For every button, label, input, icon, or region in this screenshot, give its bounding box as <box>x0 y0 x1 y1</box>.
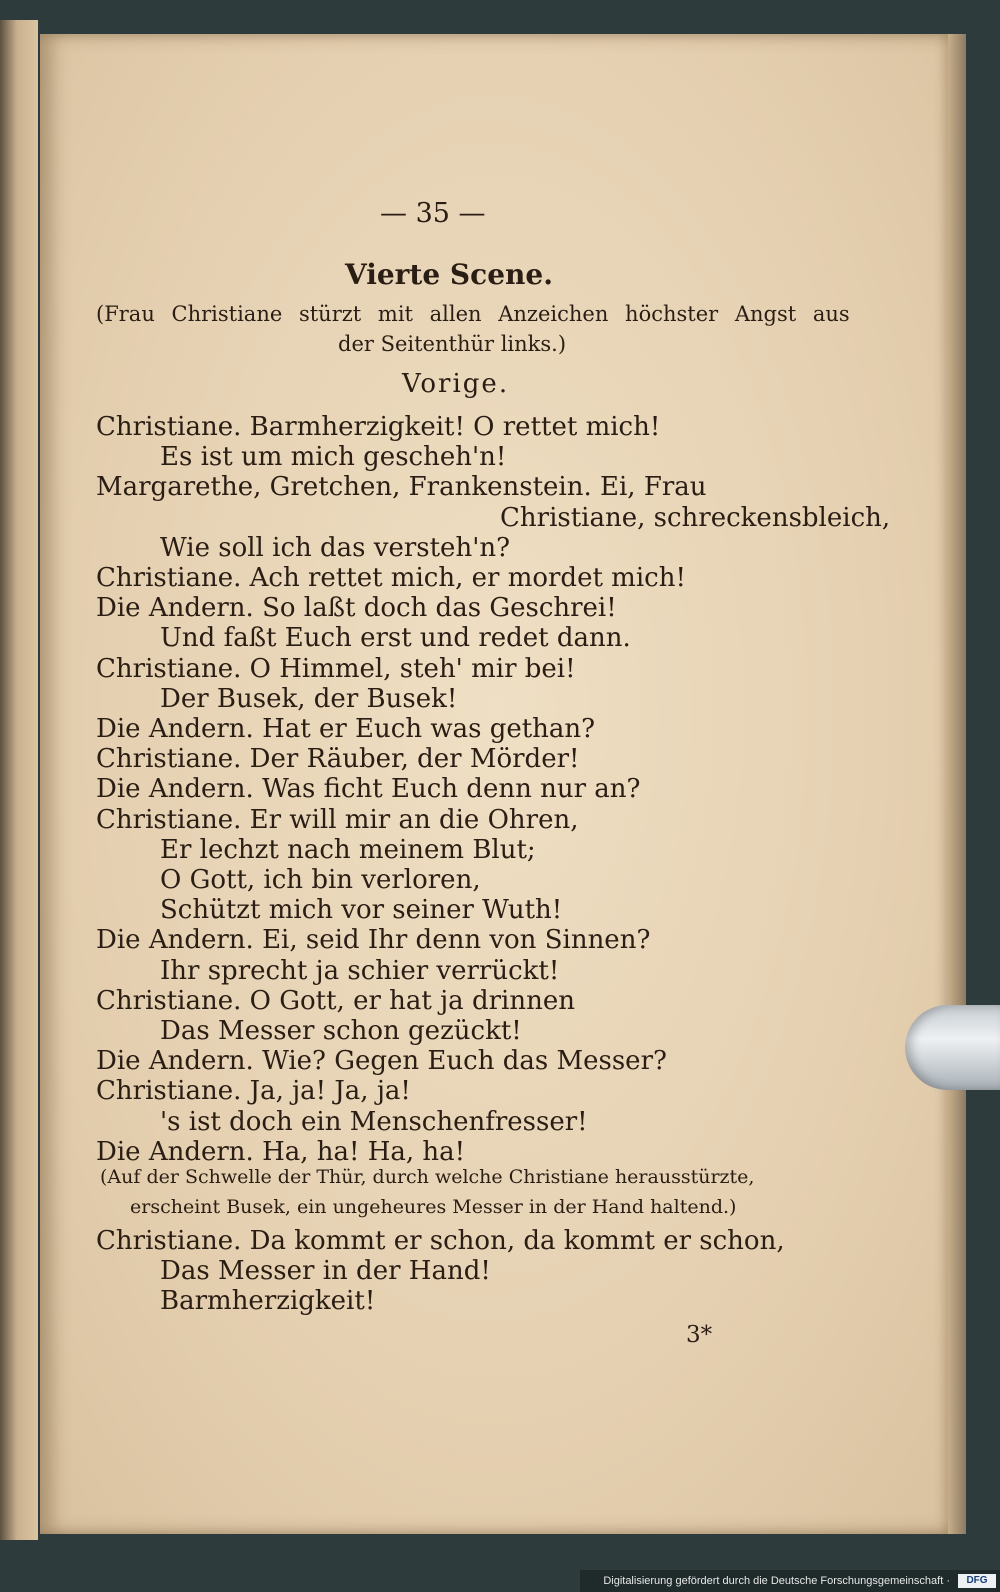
dialogue-line: Christiane. Der Räuber, der Mörder! <box>96 744 580 775</box>
dialogue-line: Christiane. Barmherzigkeit! O rettet mich! <box>96 412 661 442</box>
stage-direction-line: erscheint Busek, ein ungeheures Messer in der Hand haltend.) <box>130 1196 737 1218</box>
dialogue-line: Christiane. Ja, ja! Ja, ja! <box>96 1076 411 1107</box>
dialogue-line: Das Messer in der Hand! <box>160 1256 491 1287</box>
dialogue-line: Die Andern. Ha, ha! Ha, ha! <box>96 1136 466 1167</box>
stage-direction-line: (Auf der Schwelle der Thür, durch welche Christiane herausstürzte, <box>100 1166 755 1188</box>
dialogue-line: Barmherzigkeit! <box>160 1286 376 1317</box>
signature-mark: 3* <box>686 1322 713 1348</box>
dialogue-line: Die Andern. Ei, seid Ihr denn von Sinnen? <box>96 925 651 956</box>
page-number: — 35 — <box>380 198 486 229</box>
dialogue-line: Und faßt Euch erst und redet dann. <box>160 623 631 654</box>
dialogue-line: Christiane. Da kommt er schon, da kommt er schon, <box>96 1226 785 1256</box>
dialogue-line: 's ist doch ein Menschenfresser! <box>160 1106 588 1137</box>
left-page-edge <box>0 20 38 1540</box>
dialogue-line: Die Andern. Wie? Gegen Euch das Messer? <box>96 1046 667 1077</box>
dialogue-line: Er lechzt nach meinem Blut; <box>160 834 536 865</box>
dialogue-line: Margarethe, Gretchen, Frankenstein. Ei, Frau <box>96 472 707 503</box>
stage-direction-line: der Seitenthür links.) <box>338 332 567 356</box>
page-right-edge <box>948 34 966 1534</box>
dialogue-line: Der Busek, der Busek! <box>160 683 458 714</box>
dialogue-line: Christiane. O Himmel, steh' mir bei! <box>96 653 576 684</box>
dialogue-line: Christiane. Er will mir an die Ohren, <box>96 804 579 835</box>
dialogue-line: Ihr sprecht ja schier verrückt! <box>160 955 560 986</box>
page-clip <box>905 1005 1000 1090</box>
dialogue-line: Schützt mich vor seiner Wuth! <box>160 895 563 926</box>
dialogue-line: Die Andern. Hat er Euch was gethan? <box>96 714 596 744</box>
dialogue-line: Christiane. O Gott, er hat ja drinnen <box>96 985 575 1016</box>
dialogue-line: Christiane. Ach rettet mich, er mordet mich! <box>96 563 686 593</box>
stage-direction-line: (Frau Christiane stürzt mit allen Anzeichen höchster Angst aus <box>96 302 850 326</box>
dialogue-line: Die Andern. So laßt doch das Geschrei! <box>96 593 617 624</box>
dialogue-line: Das Messer schon gezückt! <box>160 1016 522 1046</box>
dialogue-line: Die Andern. Was ficht Euch denn nur an? <box>96 774 641 805</box>
dialogue-line: Wie soll ich das versteh'n? <box>160 532 511 563</box>
digitization-footer: Digitalisierung gefördert durch die Deutsche Forschungsgemeinschaft · <box>580 1570 1000 1592</box>
dialogue-line: O Gott, ich bin verloren, <box>160 865 481 895</box>
dialogue-line: Christiane, schreckensbleich, <box>500 502 891 533</box>
characters-present: Vorige. <box>402 369 510 399</box>
dfg-logo: DFG <box>958 1574 996 1588</box>
dialogue-line: Es ist um mich gescheh'n! <box>160 442 507 473</box>
scene-heading: Vierte Scene. <box>345 258 553 291</box>
